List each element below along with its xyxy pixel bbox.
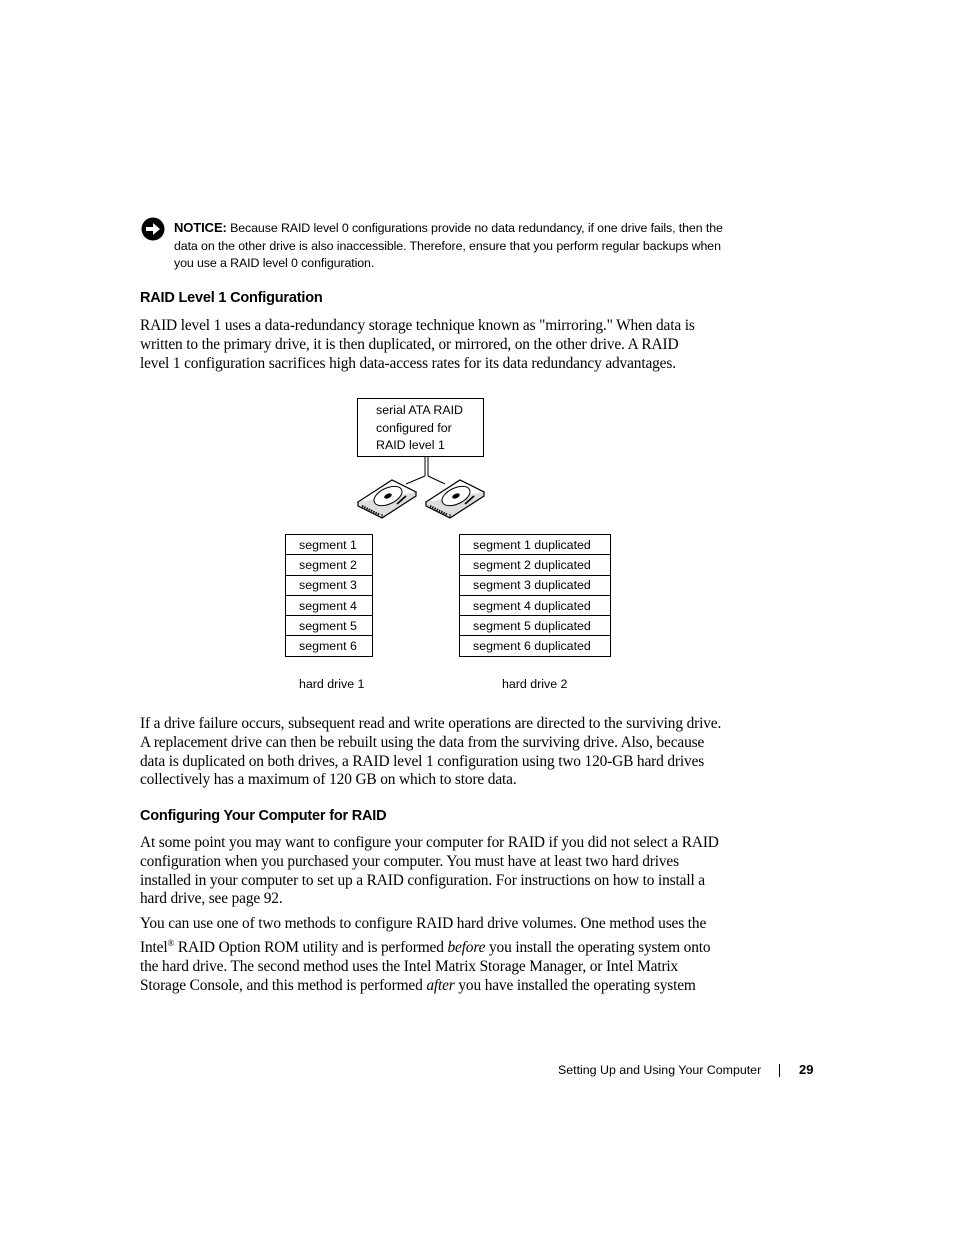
segment-cell: segment 4 duplicated	[460, 595, 611, 615]
config-label-line: RAID level 1	[376, 438, 445, 452]
text-run: Storage Console, and this method is performed	[140, 976, 427, 994]
text-run: Intel	[140, 938, 168, 956]
emphasis-before: before	[447, 938, 486, 956]
footer-separator	[779, 1064, 780, 1077]
paragraph-line	[140, 934, 760, 958]
registered-mark: ®	[167, 937, 175, 948]
hard-drive-2-icon	[426, 480, 484, 518]
footer-section-title: Setting Up and Using Your Computer	[558, 1063, 762, 1077]
section-heading-configuring-raid: Configuring Your Computer for RAID	[140, 808, 387, 824]
section-heading-raid-level-1: RAID Level 1 Configuration	[140, 290, 323, 306]
notice-label: NOTICE:	[174, 220, 227, 235]
hard-drive-1-label: hard drive 1	[299, 677, 365, 691]
segment-cell: segment 3 duplicated	[460, 575, 611, 595]
segment-cell: segment 1 duplicated	[460, 535, 611, 555]
notice-line-1: Because RAID level 0 configurations provide no data redundancy, if one drive fails, then the	[226, 221, 723, 235]
segment-cell: segment 2	[286, 555, 373, 575]
raid-level-1-paragraph	[140, 317, 760, 373]
drive-failure-paragraph	[140, 715, 760, 790]
paragraph-line: You can use one of two methods to configure RAID hard drive volumes. One method uses the	[140, 915, 707, 932]
emphasis-after: after	[426, 976, 455, 994]
segment-cell: segment 3	[286, 575, 373, 595]
configuring-raid-paragraph-2	[140, 915, 760, 995]
paragraph-line: collectively has a maximum of 120 GB on which to store data.	[140, 771, 517, 789]
hard-drive-2-segments	[459, 534, 611, 657]
paragraph-line: written to the primary drive, it is then duplicated, or mirrored, on the other drive. A RAID	[140, 335, 679, 353]
segment-cell: segment 6 duplicated	[460, 636, 611, 656]
paragraph-line: hard drive, see page 92.	[140, 890, 283, 908]
paragraph-line: If a drive failure occurs, subsequent read and write operations are directed to the surviving drive.	[140, 715, 722, 732]
notice-line-3: you use a RAID level 0 configuration.	[174, 256, 375, 270]
paragraph-line: installed in your computer to set up a RAID configuration. For instructions on how to install a	[140, 871, 705, 889]
text-run: you have installed the operating system	[454, 976, 696, 994]
hard-drives-illustration	[350, 456, 500, 520]
hard-drive-1-icon	[358, 480, 416, 518]
paragraph-line: At some point you may want to configure your computer for RAID if you did not select a RAID	[140, 834, 719, 851]
notice-line-2: data on the other drive is also inaccessible. Therefore, ensure that you perform regular backups when	[174, 238, 721, 253]
page-number: 29	[799, 1062, 814, 1077]
text-run: RAID Option ROM utility and is performed	[174, 938, 448, 956]
segment-cell: segment 1	[286, 535, 373, 555]
text-run: you install the operating system onto	[485, 938, 711, 956]
segment-cell: segment 5	[286, 616, 373, 636]
notice-arrow-icon	[141, 217, 165, 241]
segment-cell: segment 5 duplicated	[460, 616, 611, 636]
hard-drive-1-segments	[285, 534, 373, 657]
paragraph-line	[140, 977, 760, 996]
configuring-raid-paragraph-1	[140, 834, 760, 909]
notice-text	[174, 219, 764, 273]
config-label-line: serial ATA RAID	[376, 403, 463, 417]
paragraph-line: the hard drive. The second method uses the Intel Matrix Storage Manager, or Intel Matrix	[140, 957, 679, 975]
paragraph-line: A replacement drive can then be rebuilt using the data from the surviving drive. Also, because	[140, 733, 705, 751]
segment-cell: segment 2 duplicated	[460, 555, 611, 575]
segment-cell: segment 6	[286, 636, 373, 656]
hard-drive-2-label: hard drive 2	[502, 677, 568, 691]
paragraph-line: RAID level 1 uses a data-redundancy storage technique known as "mirroring." When data is	[140, 317, 695, 334]
paragraph-line: level 1 configuration sacrifices high data-access rates for its data redundancy advantages.	[140, 354, 676, 372]
paragraph-line: configuration when you purchased your computer. You must have at least two hard drives	[140, 852, 679, 870]
segment-cell: segment 4	[286, 595, 373, 615]
config-label-line: configured for	[376, 420, 452, 435]
raid-config-box	[357, 398, 484, 457]
paragraph-line: data is duplicated on both drives, a RAID level 1 configuration using two 120-GB hard drives	[140, 752, 705, 770]
